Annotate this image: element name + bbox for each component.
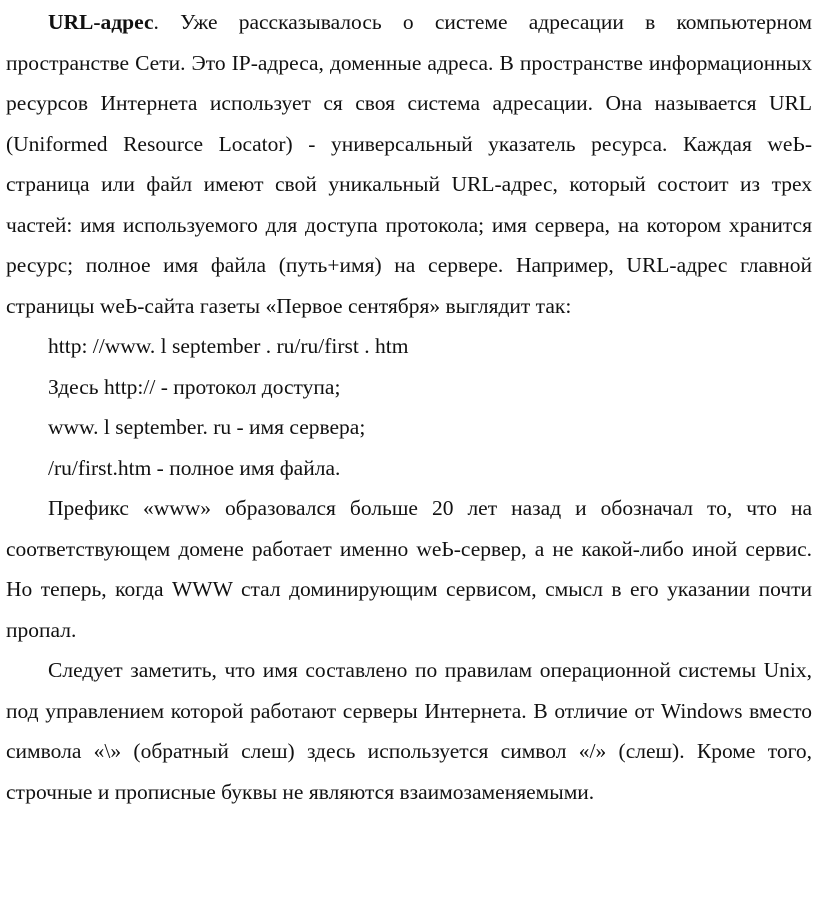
document-page — [6, 0, 812, 812]
paragraph-url-definition — [6, 2, 812, 326]
term-url-address: URL-адрес — [48, 10, 154, 34]
paragraph-unix-naming: Следует заметить, что имя составлено по правилам операционной системы Unix, под управлением которой работают серверы Интернета. В отличие от Windows вместо символа «\» (обратный слеш) здесь используется символ «/» (слеш). Кроме того, строчные и прописные буквы не являются взаимозаменяемыми. — [6, 658, 812, 804]
example-url-line: http: //www. l september . ru/ru/first . htm — [48, 334, 409, 358]
server-explanation-line: www. l september. ru - имя сервера; — [48, 415, 366, 439]
paragraph-www-prefix: Префикс «www» образовался больше 20 лет назад и обозначал то, что на соответствующем домене работает именно weЬ-сервер, а не какой-либо иной сервис. Но теперь, когда WWW стал доминирующим сервисом, смысл в его указании почти пропал. — [6, 496, 812, 642]
file-explanation-line: /ru/first.htm - полное имя файла. — [48, 455, 341, 480]
paragraph-url-definition-text: . Уже рассказывалось о системе адресации в компьютерном пространстве Сети. Это IP-адреса, доменные адреса. В пространстве информационных ресурсов Интернета использует ся своя система адресации. Она называется URL (Uniformed Resource Locator) - универсальный указатель ресурса. Каждая weЬ-страница или файл имеют свой уникальный URL-адрес, который состоит из трех частей: имя используемого для доступа протокола; имя сервера, на котором хранится ресурс; полное имя файла (путь+имя) на сервере. Например, URL-адрес главной страницы weЬ-сайта газеты «Первое сентября» выглядит так: — [6, 10, 812, 318]
protocol-explanation-line: Здесь http:// - протокол доступа; — [48, 374, 341, 399]
